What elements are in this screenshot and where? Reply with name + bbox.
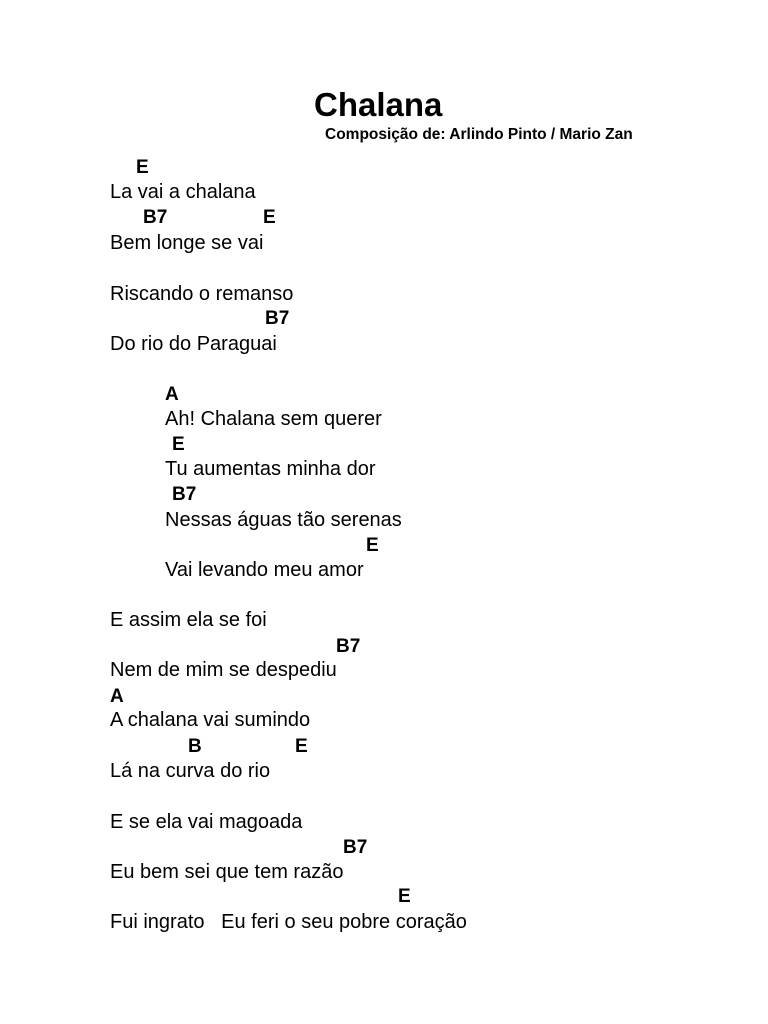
lyric-line: Fui ingrato Eu feri o seu pobre coração	[110, 911, 467, 933]
chord: E	[172, 434, 185, 455]
lyric-line: A chalana vai sumindo	[110, 709, 311, 731]
lyric-line: Vai levando meu amor	[165, 559, 364, 581]
chord: E	[295, 736, 308, 757]
lyric-line: Lá na curva do rio	[110, 760, 271, 782]
lyric-line: La vai a chalana	[110, 181, 256, 203]
lyric-line: Eu bem sei que tem razão	[110, 861, 344, 883]
lyric-line: Do rio do Paraguai	[110, 333, 277, 355]
chord: A	[110, 686, 124, 707]
lyric-line: Riscando o remanso	[110, 283, 294, 305]
chord: B7	[336, 636, 361, 657]
lyric-line: Nessas águas tão serenas	[165, 509, 402, 531]
chord: A	[165, 384, 179, 405]
lyric-line: E se ela vai magoada	[110, 811, 303, 833]
song-title: Chalana	[314, 86, 443, 123]
song-credit: Composição de: Arlindo Pinto / Mario Zan	[325, 126, 633, 143]
chord: B	[188, 736, 202, 757]
lyric-line: Ah! Chalana sem querer	[165, 408, 382, 430]
chord: B7	[265, 308, 290, 329]
chord: B7	[143, 207, 168, 228]
lyric-line: Tu aumentas minha dor	[165, 458, 376, 480]
chord: B7	[343, 837, 368, 858]
chord: E	[263, 207, 276, 228]
chord: E	[366, 535, 379, 556]
chord: E	[136, 157, 149, 178]
lyric-line: Bem longe se vai	[110, 232, 264, 254]
chord: B7	[172, 484, 197, 505]
chord: E	[398, 886, 411, 907]
lyric-line: Nem de mim se despediu	[110, 659, 337, 681]
lyric-line: E assim ela se foi	[110, 609, 267, 631]
